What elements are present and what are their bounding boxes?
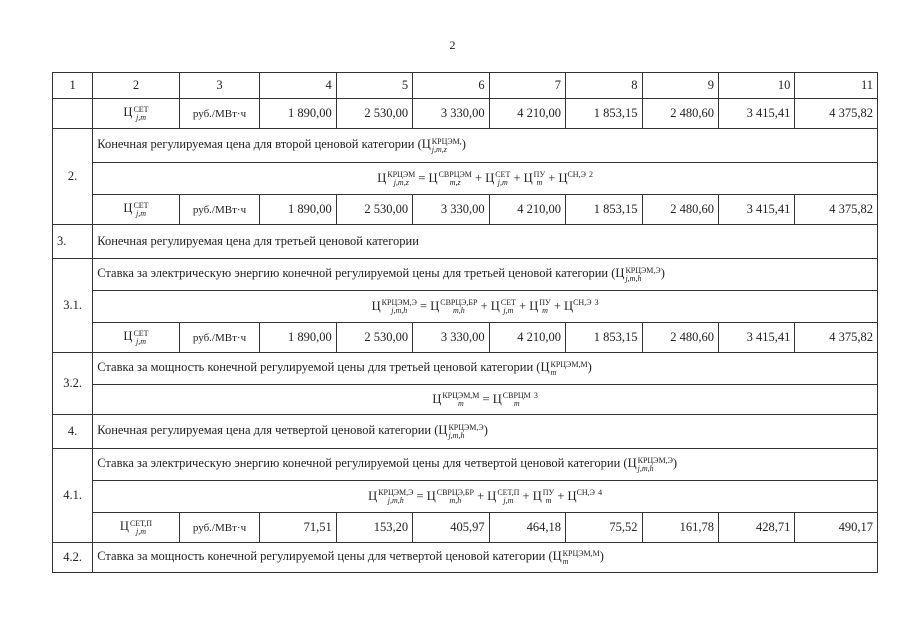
formula-sub: m,h: [449, 496, 462, 506]
section-title: Ставка за мощность конечной регулируемой цены для третьей ценовой категории: [97, 360, 534, 375]
formula-sup: ПУ: [542, 488, 555, 498]
price-table: [52, 72, 878, 573]
formula-sup: СН,Э: [573, 297, 592, 307]
formula-sub: m: [536, 178, 543, 188]
header-cell: 10: [718, 73, 794, 99]
formula-sup: СВРЦЭ,БР: [440, 298, 478, 308]
value-cell: 4 375,82: [795, 195, 878, 225]
formula-sup: СН,Э: [567, 169, 586, 179]
symbol-sub: j,m: [136, 526, 146, 536]
title-close: ): [461, 137, 466, 152]
value-cell: 3 415,41: [718, 195, 794, 225]
value-cell: 4 375,82: [795, 99, 878, 129]
section-row: [53, 415, 878, 449]
title-close: ): [672, 456, 678, 471]
formula-term: Ц: [487, 489, 497, 504]
title-sym-sub: j,m,h: [625, 273, 642, 283]
formula-sub: m: [542, 306, 548, 316]
header-cell: 1: [53, 73, 93, 99]
formula-sub: j,m,h: [391, 306, 408, 316]
footnote-mark: 3: [594, 297, 599, 307]
section-title-cell: [93, 353, 878, 385]
title-sym-sup: КРЦЭМ,М: [550, 359, 588, 369]
formula-term: Ц: [490, 299, 500, 314]
formula-plus: +: [553, 299, 561, 314]
title-sym-sup: КРЦЭМ,Э: [637, 455, 673, 465]
row-number-empty: [53, 99, 93, 129]
formula-sup: СН,Э: [576, 487, 595, 497]
formula-plus: +: [475, 171, 483, 186]
title-sym-sub: m: [562, 556, 569, 566]
formula-row: [53, 481, 878, 513]
title-sym-base: (Ц: [611, 266, 625, 281]
formula-plus: +: [513, 171, 521, 186]
section-row: [53, 225, 878, 259]
value-cell: 2 530,00: [336, 195, 412, 225]
title-sym-sub: j,m,z: [431, 144, 447, 154]
formula-sup: СВРЦМ: [502, 391, 531, 401]
section-row: [53, 449, 878, 481]
value-cell: 1 890,00: [260, 195, 336, 225]
value-cell: 3 415,41: [718, 323, 794, 353]
formula-sub: j,m,h: [387, 496, 404, 506]
formula-sub: m: [513, 399, 520, 409]
formula-lhs: Ц: [368, 489, 378, 504]
symbol-sup: СЕТ: [133, 328, 149, 338]
title-sym-base: (Ц: [623, 456, 637, 471]
header-cell: 3: [179, 73, 259, 99]
formula-cell: [93, 291, 878, 323]
formula-term: Ц: [529, 299, 539, 314]
unit-cell: руб./МВт·ч: [179, 323, 259, 353]
formula-row: [53, 385, 878, 415]
section-row: [53, 353, 878, 385]
header-cell: 2: [93, 73, 180, 99]
formula-term: Ц: [426, 489, 436, 504]
formula-sup: ПУ: [539, 298, 551, 308]
value-cell: 405,97: [413, 513, 489, 543]
formula-cell: [93, 481, 878, 513]
footnote-mark: 3: [533, 390, 538, 400]
formula-eq: =: [482, 392, 490, 407]
formula-sup: СЕТ: [495, 170, 511, 180]
formula-lhs: Ц: [377, 171, 387, 186]
title-close: ): [599, 549, 604, 564]
formula-term: Ц: [485, 171, 495, 186]
formula-row: [53, 163, 878, 195]
table-row: [53, 513, 878, 543]
symbol-cell: [93, 323, 180, 353]
formula-plus: +: [522, 489, 530, 504]
title-close: ): [660, 266, 665, 281]
symbol-cell: [93, 195, 180, 225]
formula-sup: КРЦЭМ,М: [442, 391, 480, 401]
formula-sub: m,h: [452, 306, 465, 316]
value-cell: 490,17: [795, 513, 878, 543]
formula-sup: КРЦЭМ,Э: [381, 298, 417, 308]
title-close: ): [483, 423, 488, 438]
value-cell: 3 415,41: [718, 99, 794, 129]
formula-eq: =: [420, 299, 428, 314]
section-number: 3.2.: [53, 353, 93, 415]
value-cell: 1 890,00: [260, 99, 336, 129]
symbol-cell: [93, 99, 180, 129]
value-cell: 1 853,15: [566, 99, 642, 129]
symbol-base: Ц: [123, 201, 133, 216]
title-sym-sub: j,m,h: [448, 430, 465, 440]
value-cell: 153,20: [336, 513, 412, 543]
value-cell: 2 480,60: [642, 323, 718, 353]
title-sym-sup: КРЦЭМ,Э: [448, 422, 484, 432]
section-title-cell: [93, 415, 878, 449]
value-cell: 3 330,00: [413, 323, 489, 353]
symbol-base: Ц: [123, 329, 133, 344]
value-cell: 1 890,00: [260, 323, 336, 353]
section-title: Конечная регулируемая цена для четвертой ценовой категории: [97, 423, 432, 438]
formula-term: Ц: [567, 489, 577, 504]
unit-cell: руб./МВт·ч: [179, 513, 259, 543]
value-cell: 4 375,82: [795, 323, 878, 353]
value-cell: 2 480,60: [642, 99, 718, 129]
section-title: Конечная регулируемая цена для второй ценовой категории: [97, 137, 415, 152]
symbol-sup: СЕТ: [133, 104, 149, 114]
formula-sub: m,z: [449, 178, 461, 188]
header-cell: 5: [336, 73, 412, 99]
unit-cell: руб./МВт·ч: [179, 99, 259, 129]
section-title: Ставка за электрическую энергию конечной регулируемой цены для четвертой ценовой категории: [97, 456, 621, 471]
value-cell: 75,52: [566, 513, 642, 543]
title-sym-base: (Ц: [417, 137, 431, 152]
section-number: 3.: [53, 225, 93, 259]
formula-cell: [93, 163, 878, 195]
formula-sup: СЕТ,П: [497, 488, 520, 498]
title-sym-sup: КРЦЭМ,Э: [625, 265, 661, 275]
page-number: 2: [449, 38, 456, 52]
value-cell: 2 530,00: [336, 99, 412, 129]
header-cell: 11: [795, 73, 878, 99]
symbol-sub: j,m: [136, 336, 146, 346]
footnote-mark: 2: [589, 169, 593, 179]
value-cell: 464,18: [489, 513, 565, 543]
formula-lhs: Ц: [371, 299, 381, 314]
header-cell: 6: [413, 73, 489, 99]
table-row: [53, 99, 878, 129]
section-title-cell: [93, 449, 878, 481]
section-number: 2.: [53, 129, 93, 225]
formula-row: [53, 291, 878, 323]
title-sym-sub: m: [550, 367, 557, 377]
value-cell: 4 210,00: [489, 323, 565, 353]
formula-plus: +: [477, 489, 485, 504]
value-cell: 4 210,00: [489, 99, 565, 129]
section-row: [53, 543, 878, 573]
formula-lhs: Ц: [432, 392, 442, 407]
formula-sub: m: [545, 496, 552, 506]
formula-sup: ПУ: [533, 170, 546, 180]
symbol-base: Ц: [119, 519, 129, 534]
value-cell: 3 330,00: [413, 195, 489, 225]
value-cell: 71,51: [260, 513, 336, 543]
header-cell: 9: [642, 73, 718, 99]
formula-sup: СВРЦЭ,БР: [436, 488, 474, 498]
formula-sup: КРЦЭМ: [387, 170, 416, 180]
formula-sub: j,m,z: [393, 178, 409, 188]
value-cell: 2 480,60: [642, 195, 718, 225]
symbol-sup: СЕТ: [133, 200, 149, 210]
formula-term: Ц: [558, 171, 568, 186]
section-number: 4.: [53, 415, 93, 449]
section-number: 3.1.: [53, 259, 93, 353]
header-cell: 4: [260, 73, 336, 99]
value-cell: 428,71: [718, 513, 794, 543]
formula-cell: [93, 385, 878, 415]
footnote-mark: 4: [598, 487, 603, 497]
formula-plus: +: [557, 489, 565, 504]
value-cell: 161,78: [642, 513, 718, 543]
table-row: [53, 195, 878, 225]
formula-term: Ц: [430, 299, 440, 314]
formula-term: Ц: [523, 171, 533, 186]
formula-term: Ц: [564, 299, 574, 314]
formula-sub: m: [457, 399, 464, 409]
formula-term: Ц: [428, 171, 438, 186]
section-number: 4.2.: [53, 543, 93, 573]
title-sym-base: (Ц: [536, 360, 550, 375]
header-cell: 7: [489, 73, 565, 99]
value-cell: 4 210,00: [489, 195, 565, 225]
section-row: [53, 129, 878, 163]
section-title: Конечная регулируемая цена для третьей ценовой категории: [93, 225, 878, 259]
formula-plus: +: [548, 171, 556, 186]
formula-term: Ц: [532, 489, 542, 504]
value-cell: 1 853,15: [566, 195, 642, 225]
formula-plus: +: [519, 299, 527, 314]
title-sym-base: (Ц: [548, 549, 562, 564]
value-cell: 1 853,15: [566, 323, 642, 353]
formula-sub: j,m: [503, 496, 514, 506]
section-number: 4.1.: [53, 449, 93, 543]
section-title-cell: [93, 259, 878, 291]
formula-sub: j,m: [497, 178, 508, 188]
unit-cell: руб./МВт·ч: [179, 195, 259, 225]
symbol-cell: [93, 513, 180, 543]
formula-eq: =: [416, 489, 424, 504]
formula-eq: =: [418, 171, 426, 186]
formula-plus: +: [480, 299, 488, 314]
symbol-sub: j,m: [136, 208, 146, 218]
title-sym-sup: КРЦЭМ,: [431, 136, 462, 146]
formula-term: Ц: [492, 392, 502, 407]
table-row: [53, 323, 878, 353]
section-title: Ставка за электрическую энергию конечной регулируемой цены для третьей ценовой категории: [97, 266, 609, 281]
header-row: [53, 73, 878, 99]
header-cell: 8: [566, 73, 642, 99]
title-close: ): [587, 360, 592, 375]
symbol-sub: j,m: [136, 112, 146, 122]
title-sym-base: (Ц: [434, 423, 448, 438]
formula-sup: СЕТ: [500, 298, 516, 308]
section-title-cell: [93, 543, 878, 573]
section-row: [53, 259, 878, 291]
section-title: Ставка за мощность конечной регулируемой цены для четвертой ценовой категории: [97, 549, 546, 564]
symbol-sup: СЕТ,П: [129, 518, 153, 528]
title-sym-sup: КРЦЭМ,М: [562, 548, 600, 558]
value-cell: 2 530,00: [336, 323, 412, 353]
formula-sup: СВРЦЭМ: [438, 170, 472, 180]
symbol-base: Ц: [123, 105, 133, 120]
section-title-cell: [93, 129, 878, 163]
formula-sup: КРЦЭМ,Э: [378, 488, 414, 498]
value-cell: 3 330,00: [413, 99, 489, 129]
title-sym-sub: j,m,h: [637, 463, 654, 473]
formula-sub: j,m: [503, 306, 514, 316]
